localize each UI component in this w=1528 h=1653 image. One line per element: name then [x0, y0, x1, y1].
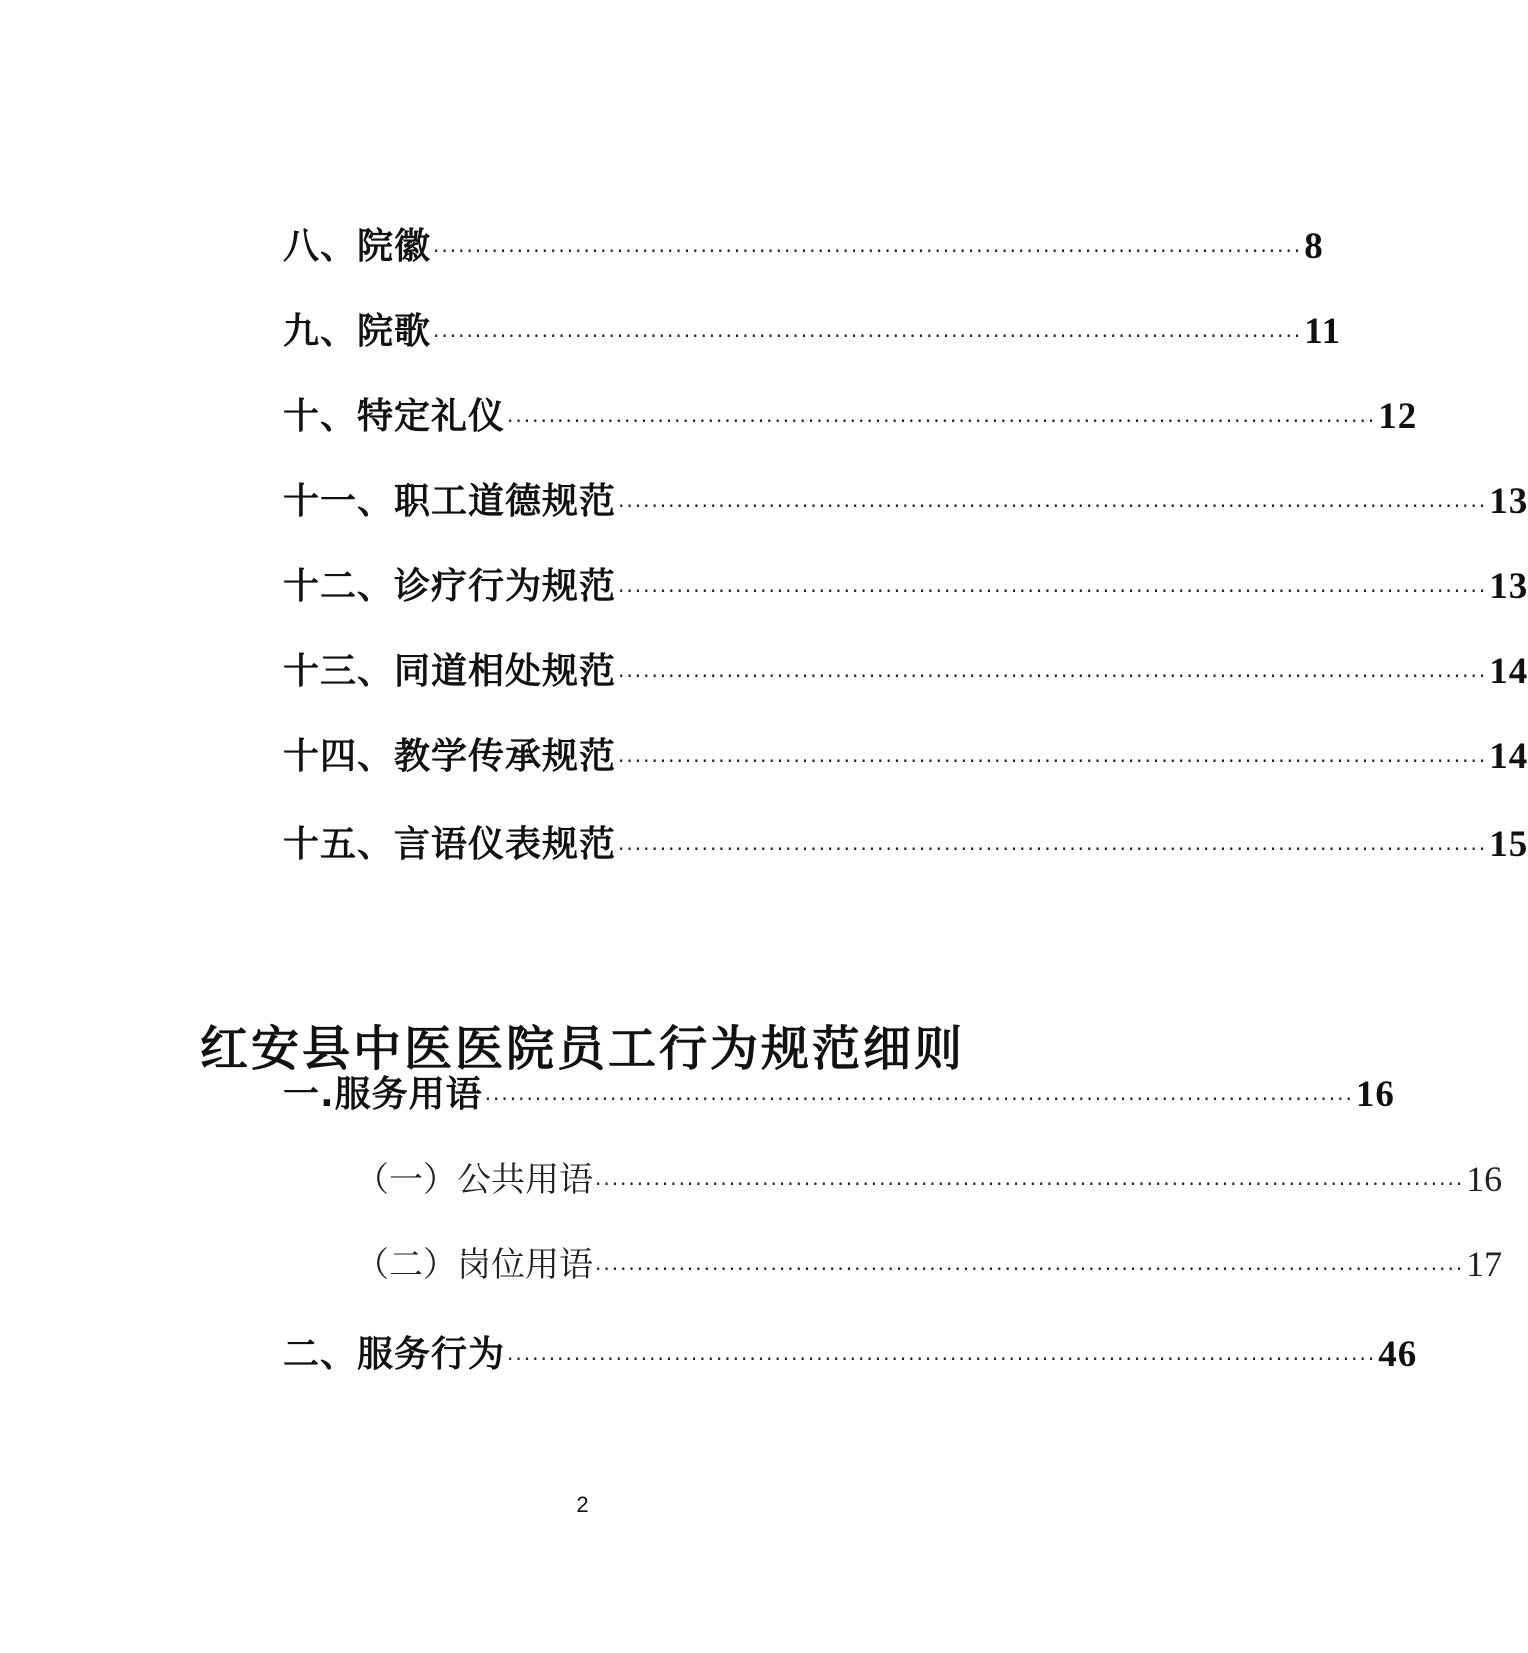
toc-entry-label: 十四、教学传承规范 — [283, 736, 617, 777]
toc-subentry[interactable] — [355, 1152, 1503, 1201]
toc-entry[interactable] — [283, 473, 1528, 524]
dot-leader: ········································································································ — [484, 1087, 1354, 1111]
dot-leader: ········································································································ — [433, 239, 1303, 263]
toc-entry-page: 8 — [1304, 226, 1324, 267]
toc-subentry[interactable] — [355, 1237, 1503, 1286]
dot-leader: ········································································································ — [618, 837, 1488, 861]
toc-entry-page: 14 — [1489, 651, 1528, 692]
toc-entry[interactable] — [283, 1066, 1395, 1117]
page-number: 2 — [576, 1492, 589, 1517]
toc-entry-label: 十二、诊疗行为规范 — [283, 566, 617, 607]
toc-entry-page: 11 — [1304, 311, 1342, 352]
toc-entry[interactable] — [283, 388, 1418, 439]
toc-entry-label: 一.服务用语 — [283, 1074, 483, 1115]
dot-leader: ········································································································ — [595, 1172, 1465, 1196]
toc-entry-label: 九、院歌 — [283, 311, 432, 352]
toc-entry-label: 八、院徽 — [283, 226, 432, 267]
toc-entry[interactable] — [283, 643, 1528, 694]
dot-leader: ········································································································ — [618, 749, 1488, 773]
toc-entry[interactable] — [283, 816, 1528, 867]
toc-entry-page: 15 — [1489, 824, 1528, 865]
toc-entry[interactable] — [283, 728, 1528, 779]
toc-entry-page: 13 — [1489, 481, 1528, 522]
dot-leader: ········································································································ — [433, 324, 1303, 348]
toc-entry-label: 十五、言语仪表规范 — [283, 824, 617, 865]
dot-leader: ········································································································ — [618, 664, 1488, 688]
section-title: 红安县中医医院员工行为规范细则 — [199, 1021, 965, 1077]
toc-entry-label: 十三、同道相处规范 — [283, 651, 617, 692]
toc-entry-page: 46 — [1378, 1334, 1418, 1375]
toc-entry-page: 13 — [1489, 566, 1528, 607]
dot-leader: ········································································································ — [618, 494, 1488, 518]
toc-entry[interactable] — [283, 558, 1528, 609]
toc-entry-page: 12 — [1378, 396, 1418, 437]
toc-entry-label: 十、特定礼仪 — [283, 396, 506, 437]
toc-entry[interactable] — [283, 218, 1324, 269]
dot-leader: ········································································································ — [595, 1257, 1465, 1281]
toc-entry[interactable] — [283, 1326, 1418, 1377]
dot-leader: ········································································································ — [507, 409, 1377, 433]
dot-leader: ········································································································ — [507, 1347, 1377, 1371]
toc-entry[interactable] — [283, 303, 1342, 354]
toc-entry-label: 二、服务行为 — [283, 1334, 506, 1375]
toc-entry-label: （二）岗位用语 — [355, 1245, 593, 1285]
toc-entry-page: 16 — [1466, 1159, 1503, 1199]
toc-entry-page: 17 — [1466, 1244, 1503, 1284]
toc-entry-label: 十一、职工道德规范 — [283, 481, 617, 522]
dot-leader: ········································································································ — [618, 579, 1488, 603]
toc-entry-page: 14 — [1489, 736, 1528, 777]
toc-entry-label: （一）公共用语 — [355, 1160, 593, 1200]
toc-entry-page: 16 — [1355, 1074, 1395, 1115]
